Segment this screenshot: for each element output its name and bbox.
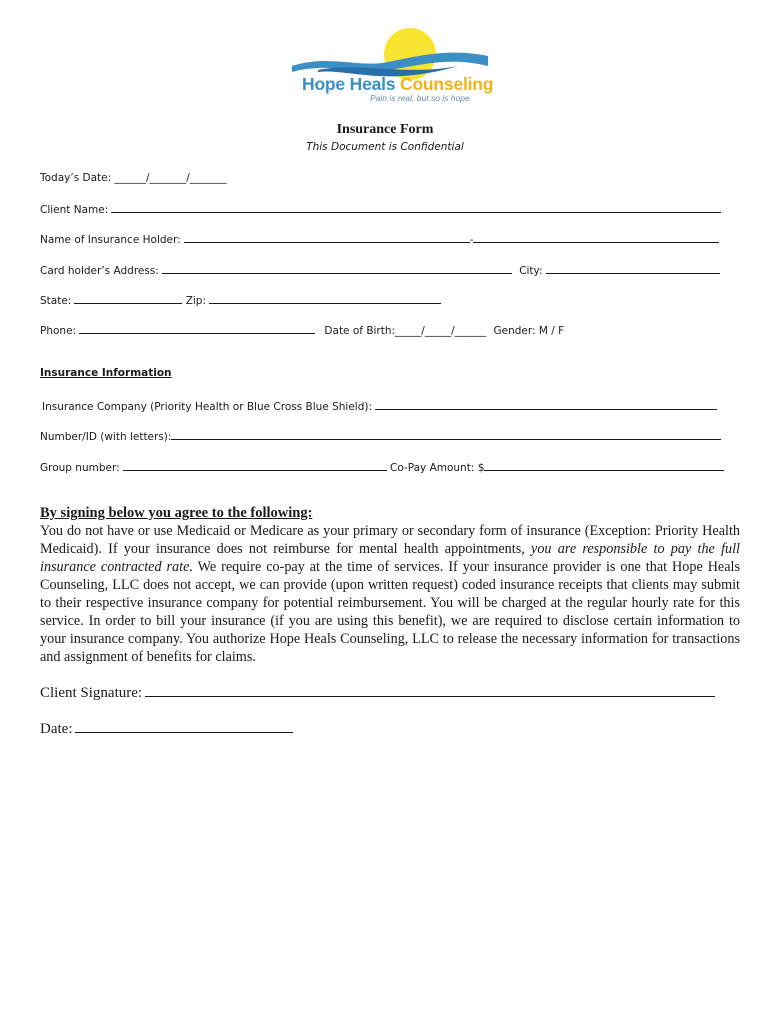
logo-word-hope: Hope	[302, 74, 345, 94]
date-of-birth-label: Date of Birth:_____/_____/______	[324, 325, 487, 337]
number-id-line[interactable]	[171, 428, 721, 440]
todays-date-label: Today’s Date: ______/_______/_______	[40, 172, 227, 184]
zip-line[interactable]	[209, 292, 441, 304]
phone-dob-gender-field[interactable]	[40, 322, 564, 338]
logo-word-heals: Heals	[349, 74, 396, 94]
insurance-holder-label: Name of Insurance Holder:	[40, 234, 181, 246]
insurance-company-line[interactable]	[375, 398, 717, 410]
insurance-company-field[interactable]	[42, 398, 717, 414]
phone-line[interactable]	[79, 322, 315, 334]
number-id-label: Number/ID (with letters):	[40, 431, 172, 443]
todays-date-field[interactable]	[40, 171, 227, 185]
insurance-company-label: Insurance Company (Priority Health or Blue Cross Blue Shield):	[42, 401, 373, 413]
client-signature-field[interactable]	[40, 682, 715, 702]
company-logo	[288, 26, 494, 108]
signature-date-field[interactable]	[40, 718, 293, 738]
signature-date-line[interactable]	[75, 718, 293, 733]
logo-tagline: Pain is real, but so is hope.	[370, 93, 473, 103]
address-field[interactable]	[40, 262, 720, 278]
client-name-field[interactable]	[40, 201, 721, 217]
address-label: Card holder’s Address:	[40, 265, 159, 277]
city-label: City:	[519, 265, 543, 277]
state-line[interactable]	[74, 292, 182, 304]
address-line[interactable]	[162, 262, 512, 274]
insurance-holder-dash: -	[469, 234, 474, 246]
copay-label: Co-Pay Amount: $	[389, 462, 485, 474]
insurance-holder-line-1[interactable]	[184, 231, 470, 243]
agreement-text-italic: you are responsible to pay the full insurance contracted rate.	[40, 541, 741, 575]
logo-wordmark	[302, 74, 493, 95]
agreement-heading: By signing below you agree to the following:	[40, 505, 313, 521]
group-number-label: Group number:	[40, 462, 120, 474]
client-name-label: Client Name:	[40, 204, 109, 216]
logo-word-counseling: Counseling	[400, 74, 494, 94]
group-copay-field[interactable]	[40, 459, 724, 475]
form-title: Insurance Form	[336, 122, 434, 137]
gender-label: Gender: M / F	[493, 325, 565, 337]
state-label: State:	[40, 295, 72, 307]
agreement-paragraph	[40, 522, 740, 666]
insurance-holder-line-2[interactable]	[473, 231, 719, 243]
client-signature-label: Client Signature:	[40, 685, 143, 701]
form-subtitle: This Document is Confidential	[306, 141, 464, 153]
agreement-text-2: We require co-pay at the time of services. If your insurance provider is one that Hope Heals Counseling, LLC does not accept, we can provide (upon written request) coded insurance receipts that clients may submit to their respective insurance company for potential reimbursement. You will be charged at the regular hourly rate for this service. In order to bill your insurance (if you are using this benefit), we are required to disclose certain information to your insurance company. You authorize Hope Heals Counseling, LLC to release the necessary information for transactions and assignment of benefits for claims.	[40, 559, 740, 665]
number-id-field[interactable]	[40, 428, 721, 444]
signature-date-label: Date:	[40, 721, 73, 737]
zip-label: Zip:	[185, 295, 207, 307]
client-name-line[interactable]	[111, 201, 721, 213]
copay-line[interactable]	[484, 459, 724, 471]
insurance-holder-field[interactable]	[40, 231, 719, 247]
state-zip-field[interactable]	[40, 292, 441, 308]
group-number-line[interactable]	[123, 459, 387, 471]
city-line[interactable]	[546, 262, 720, 274]
client-signature-line[interactable]	[145, 682, 715, 697]
agreement-text-1: You do not have or use Medicaid or Medicare as your primary or secondary form of insurance (Exception: Priority Health Medicaid). If your insurance does not reimburse for mental health appointments,	[40, 523, 740, 557]
insurance-information-heading: Insurance Information	[40, 367, 172, 379]
phone-label: Phone:	[40, 325, 77, 337]
